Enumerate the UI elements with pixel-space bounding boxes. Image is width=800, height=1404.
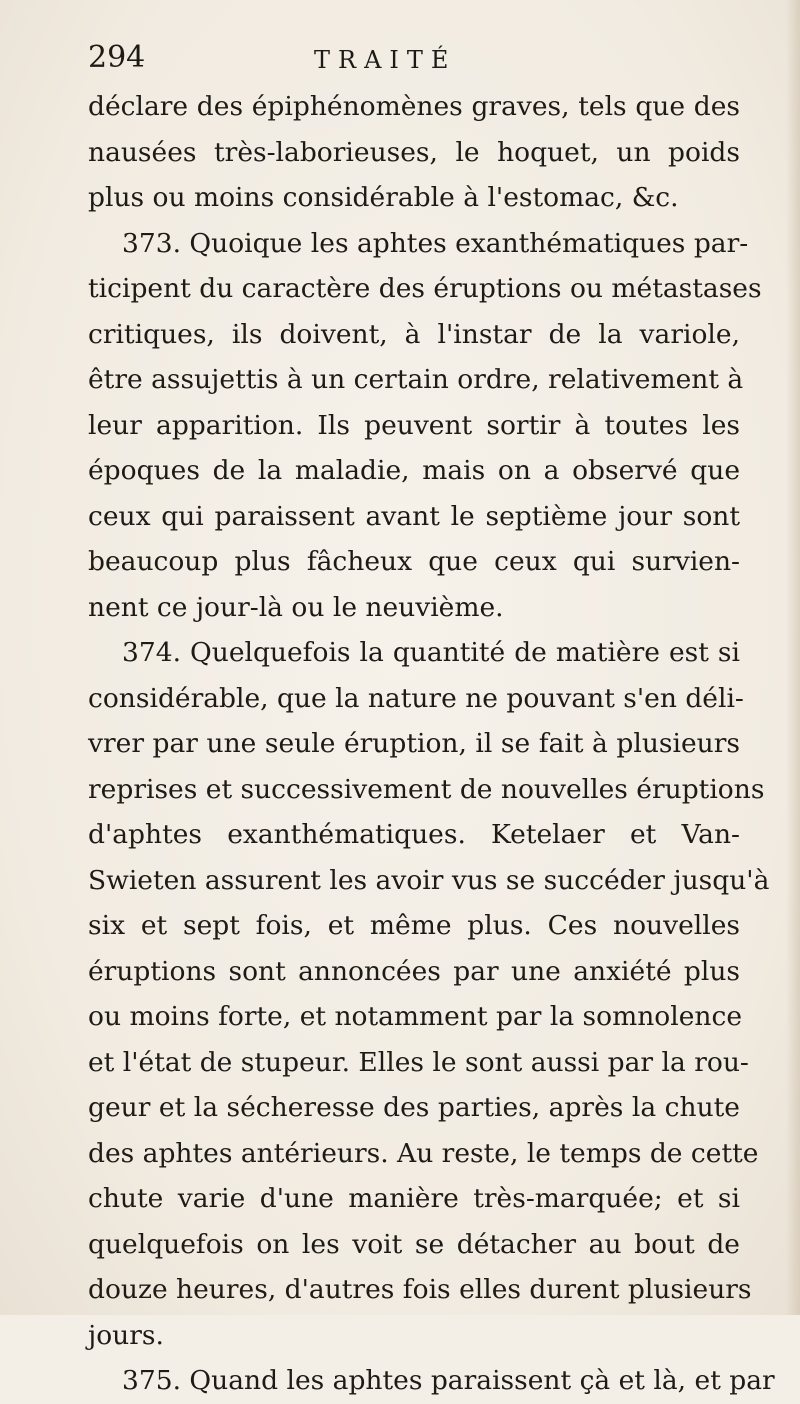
text-line: vrer par une seule éruption, il se fait à plusieurs <box>88 728 740 759</box>
page-number: 294 <box>88 40 146 75</box>
page-header <box>88 40 748 80</box>
text-line: jours. <box>88 1319 164 1351</box>
text-line: six et sept fois, et même plus. Ces nouvelles <box>88 910 740 941</box>
text-line: plus ou moins considérable à l'estomac, &c. <box>88 182 679 213</box>
text-line: éruptions sont annoncées par une anxiété plus <box>88 955 740 987</box>
paragraph-375-start: 375. Quand les aphtes paraissent çà et là, et par <box>122 1365 775 1396</box>
text-line: douze heures, d'autres fois elles durent plusieurs <box>88 1274 752 1305</box>
text-line: nausées très-laborieuses, le hoquet, un poids <box>88 136 740 168</box>
text-line: quelquefois on les voit se détacher au bout de <box>88 1228 740 1260</box>
text-line: beaucoup plus fâcheux que ceux qui survien- <box>88 546 740 577</box>
text-line: critiques, ils doivent, à l'instar de la variole, <box>88 318 740 350</box>
body-text <box>88 84 775 1404</box>
running-title: TRAITÉ <box>314 46 457 74</box>
text-line: nent ce jour-là ou le neuvième. <box>88 591 504 623</box>
text-line: et l'état de stupeur. Elles le sont aussi par la rou- <box>88 1046 749 1078</box>
text-line: ceux qui paraissent avant le septième jour sont <box>88 500 740 532</box>
paragraph-373-start: 373. Quoique les aphtes exanthématiques par- <box>122 227 749 259</box>
text-line: geur et la sécheresse des parties, après la chute <box>88 1092 740 1123</box>
text-line: déclare des épiphénomènes graves, tels que des <box>88 91 740 122</box>
text-line: des aphtes antérieurs. Au reste, le temps de cette <box>88 1137 759 1169</box>
text-line: ticipent du caractère des éruptions ou métastases <box>88 273 762 304</box>
text-line: considérable, que la nature ne pouvant s'en déli- <box>88 682 744 714</box>
text-line: d'aphtes exanthématiques. Ketelaer et Van- <box>88 819 740 850</box>
page-edge-shadow <box>786 0 800 1315</box>
text-line: ou moins forte, et notamment par la somnolence <box>88 1001 743 1032</box>
text-line: époques de la maladie, mais on a observé que <box>88 455 740 486</box>
text-line: Swieten assurent les avoir vus se succéder jusqu'à <box>88 864 770 896</box>
paragraph-374-start: 374. Quelquefois la quantité de matière est si <box>122 637 740 668</box>
text-line: reprises et successivement de nouvelles éruptions <box>88 773 765 805</box>
text-line: être assujettis à un certain ordre, relativement à <box>88 364 744 395</box>
text-line: chute varie d'une manière très-marquée; et si <box>88 1183 740 1214</box>
text-line: leur apparition. Ils peuvent sortir à toutes les <box>88 409 740 441</box>
